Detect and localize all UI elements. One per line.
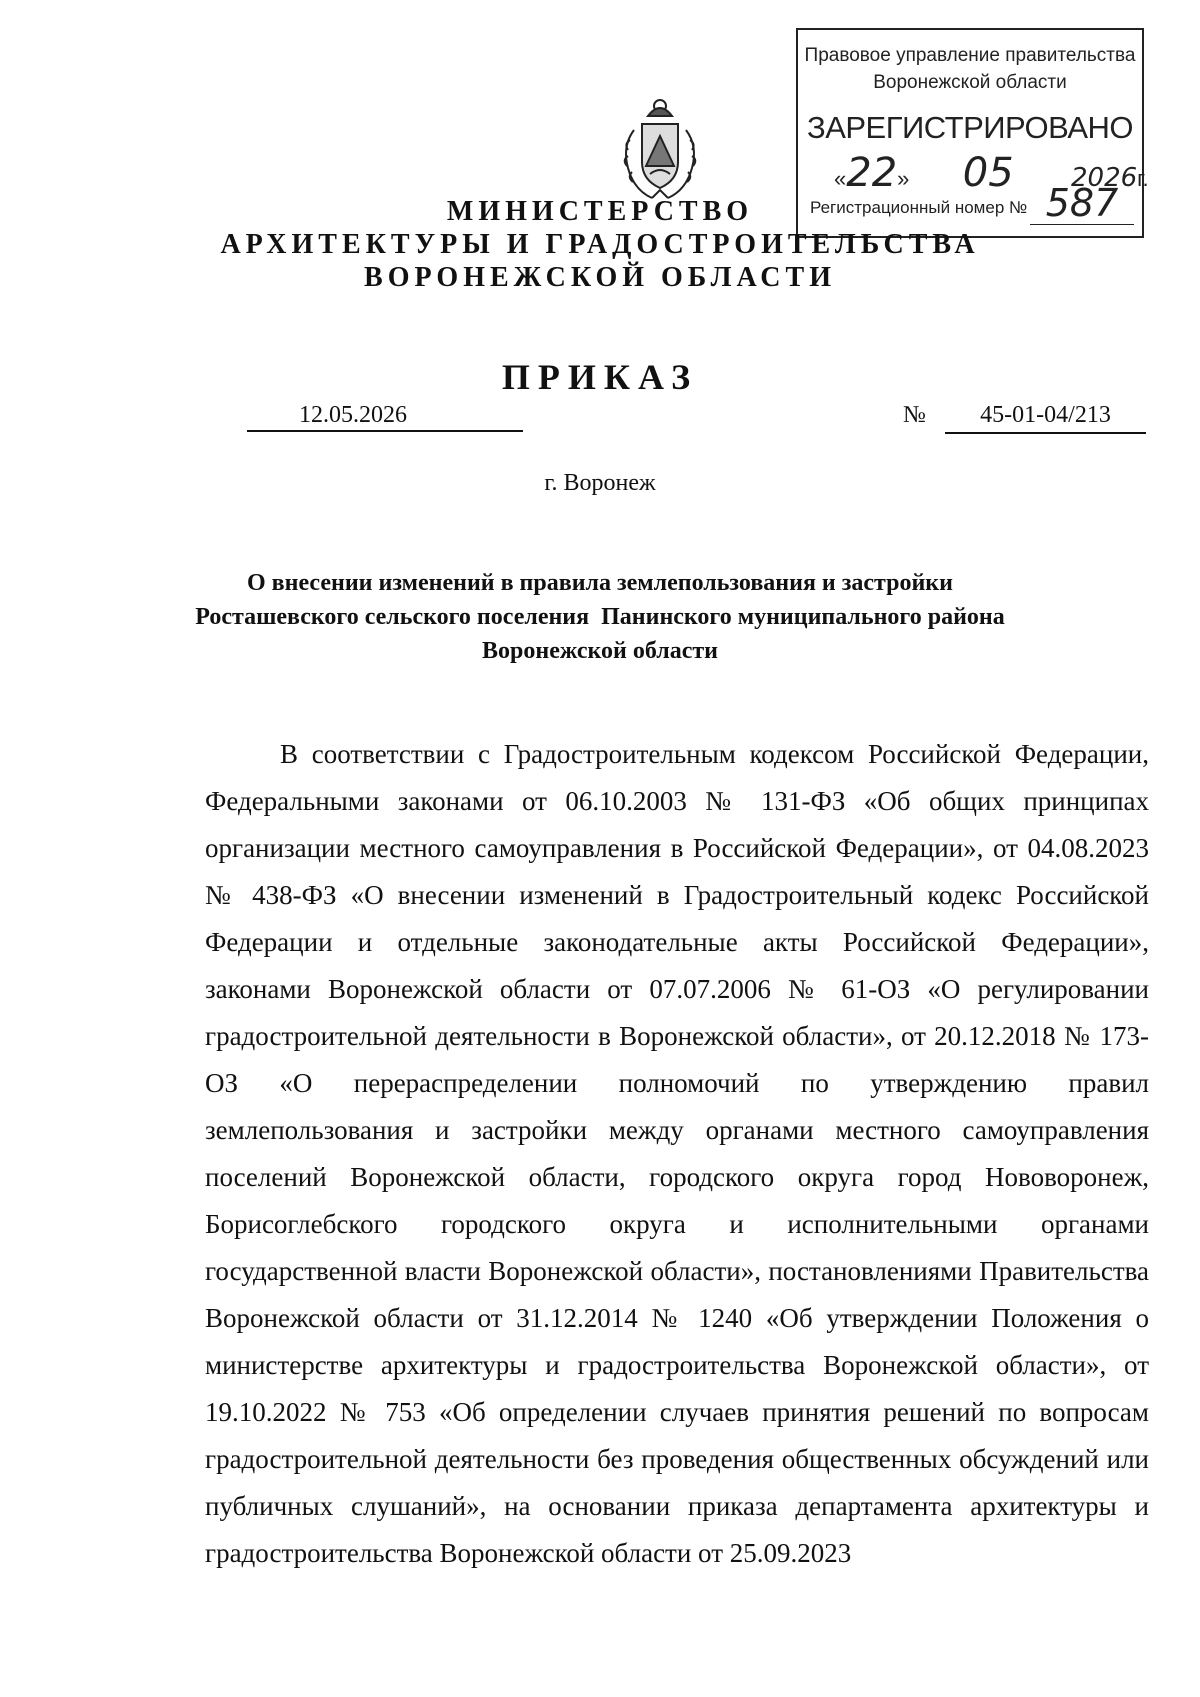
stamp-organization [798, 42, 1142, 96]
stamp-date: «22» 05 2026г. [834, 150, 1149, 196]
stamp-org-line2: Воронежской области [873, 72, 1067, 93]
document-title [160, 566, 1040, 668]
title-line1: О внесении изменений в правила землепользования и застройки [247, 570, 953, 596]
ministry-line2: АРХИТЕКТУРЫ И ГРАДОСТРОИТЕЛЬСТВА [220, 229, 980, 260]
coat-of-arms-icon [620, 96, 700, 206]
number-sign: № [903, 402, 926, 428]
document-type: ПРИКАЗ [501, 357, 699, 397]
order-number: 45-01-04/213 [945, 400, 1146, 434]
stamp-registered-label: ЗАРЕГИСТРИРОВАНО [806, 110, 1133, 145]
stamp-year-suffix: г. [1137, 166, 1149, 191]
title-line2: Росташевского сельского поселения Панинского муниципального района [195, 604, 1005, 630]
ministry-line3: ВОРОНЕЖСКОЙ ОБЛАСТИ [364, 262, 836, 293]
stamp-month: 05 [962, 150, 1014, 196]
stamp-reg-number: 587 [1030, 182, 1134, 225]
stamp-year: 2026 [1071, 163, 1138, 193]
title-line3: Воронежской области [482, 638, 718, 664]
city: г. Воронеж [544, 470, 656, 496]
stamp-org-line1: Правовое управление правительства [804, 45, 1136, 66]
order-date: 12.05.2026 [247, 400, 523, 432]
ministry-line1: МИНИСТЕРСТВО [446, 196, 754, 227]
stamp-day: 22 [846, 150, 898, 196]
body-paragraph: В соответствии с Градостроительным кодексом Российской Федерации, Федеральными законами от 06.10.2003 № 131-ФЗ «Об общих принципах организации местного самоуправления в Российской Федерации», от 04.08.2023 № 438-ФЗ «О внесении изменений в Градостроительный кодекс Российской Федерации и отдельные законодательные акты Российской Федерации», законами Воронежской области от 07.07.2006 № 61-ОЗ «О регулировании градостроительной деятельности в Воронежской области», от 20.12.2018 № 173-ОЗ «О перераспределении полномочий по утверждению правил землепользования и застройки между органами местного самоуправления поселений Воронежской области, городского округа город Нововоронеж, Борисоглебского городского округа и исполнительными органами государственной власти Воронежской области», постановлениями Правительства Воронежской области от 31.12.2014 № 1240 «Об утверждении Положения о министерстве архитектуры и градостроительства Воронежской области», от 19.10.2022 № 753 «Об определении случаев принятия решений по вопросам градостроительной деятельности без проведения общественных обсуждений или публичных слушаний», на основании приказа департамента архитектуры и градостроительства Воронежской области от 25.09.2023 [205, 739, 1149, 1568]
stamp-reg-number-label: Регистрационный номер № [810, 198, 1028, 217]
